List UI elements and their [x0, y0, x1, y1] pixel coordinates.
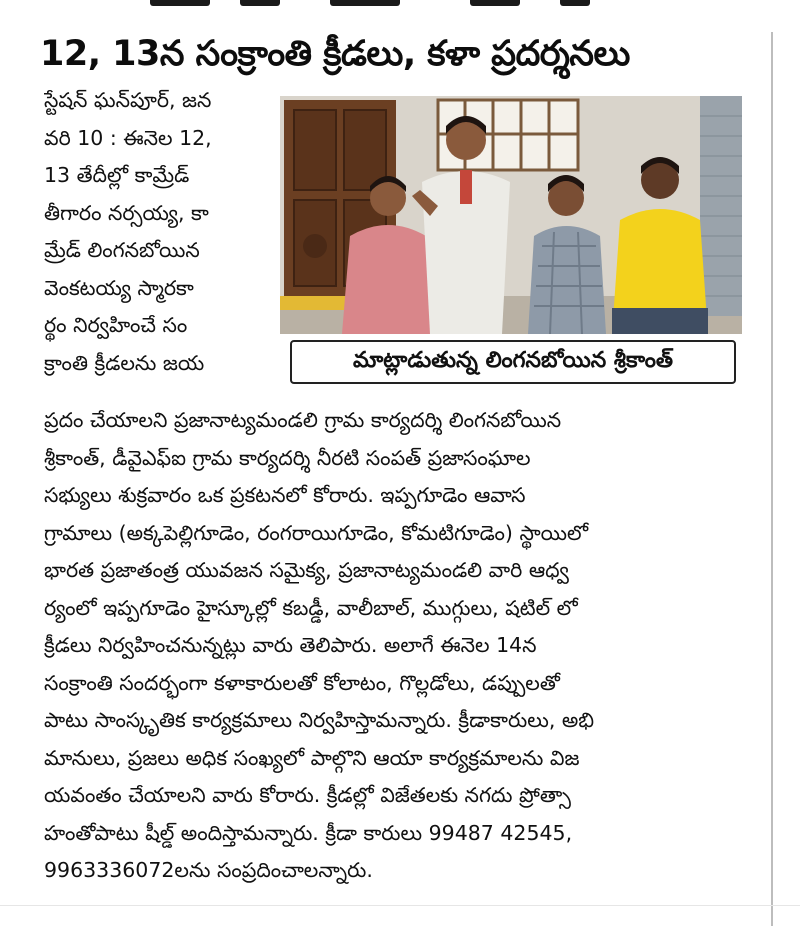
- article-body-left-column: [44, 82, 274, 382]
- photo-caption: మాట్లాడుతున్న లింగనబోయిన శ్రీకాంత్: [290, 340, 736, 384]
- body-line: వరి 10 : ఈనెల 12,: [44, 125, 212, 150]
- article-body-full-width: [44, 402, 760, 890]
- body-line: ర్థం నిర్వహించే సం: [44, 313, 188, 337]
- body-line: ప్రదం చేయాలని ప్రజానాట్యమండలి గ్రామ కార్యదర్శి లింగనబోయిన: [44, 408, 562, 432]
- news-photo: [280, 96, 742, 334]
- body-line: యవంతం చేయాలని వారు కోరారు. క్రీడల్లో విజేతలకు నగదు ప్రోత్సా: [44, 783, 571, 807]
- body-line: పాటు సాంస్కృతిక కార్యక్రమాలు నిర్వహిస్తామన్నారు. క్రీడాకారులు, అభి: [44, 708, 595, 732]
- body-line: 13 తేదీల్లో కామ్రేడ్: [44, 163, 190, 187]
- bottom-rule: [0, 905, 800, 906]
- column-rule: [771, 32, 773, 926]
- photo-illustration: [280, 96, 742, 334]
- body-line: మ్రేడ్ లింగనబోయిన: [44, 238, 200, 262]
- body-line: తీగారం నర్సయ్య, కా: [44, 200, 209, 225]
- news-photo-block: [280, 96, 742, 388]
- clipped-previous-headline: [0, 0, 800, 22]
- body-line: క్రాంతి క్రీడలను జయ: [44, 350, 205, 375]
- body-line: మానులు, ప్రజలు అధిక సంఖ్యలో పాల్గొని ఆయా కార్యక్రమాలను విజ: [44, 745, 580, 770]
- body-line: వెంకటయ్య స్మారకా: [44, 275, 194, 300]
- body-line: హంతోపాటు షీల్డ్ అందిస్తామన్నారు. క్రీడా కారులు 99487 42545,: [44, 820, 573, 845]
- body-line: గ్రామాలు (అక్కపెల్లిగూడెం, రంగరాయిగూడెం, కోమటిగూడెం) స్థాయిలో: [44, 520, 589, 545]
- body-line: క్రీడలు నిర్వహించనున్నట్లు వారు తెలిపారు. అలాగే ఈనెల 14న: [44, 633, 537, 657]
- body-line: సంక్రాంతి సందర్భంగా కళాకారులతో కోలాటం, గొల్లడోలు, డప్పులతో: [44, 670, 560, 695]
- body-line: స్టేషన్ ఘన్‌పూర్, జన: [44, 88, 212, 112]
- body-line: భారత ప్రజాతంత్ర యువజన సమైక్య, ప్రజానాట్యమండలి వారి ఆధ్వ: [44, 558, 569, 582]
- body-line: 9963336072లను సంప్రదించాలన్నారు.: [44, 858, 373, 882]
- article-headline: 12, 13న సంక్రాంతి క్రీడలు, కళా ప్రదర్శనలు: [40, 34, 630, 74]
- body-line: శ్రీకాంత్, డీవైఎఫ్ఐ గ్రామ కార్యదర్శి నీరటి సంపత్ ప్రజాసంఘాల: [44, 445, 531, 470]
- body-line: ర్యంలో ఇప్పగూడెం హైస్కూల్లో కబడ్డీ, వాలీబాల్, ముగ్గులు, షటిల్ లో: [44, 595, 578, 620]
- body-line: సభ్యులు శుక్రవారం ఒక ప్రకటనలో కోరారు. ఇప్పగూడెం ఆవాస: [44, 483, 526, 507]
